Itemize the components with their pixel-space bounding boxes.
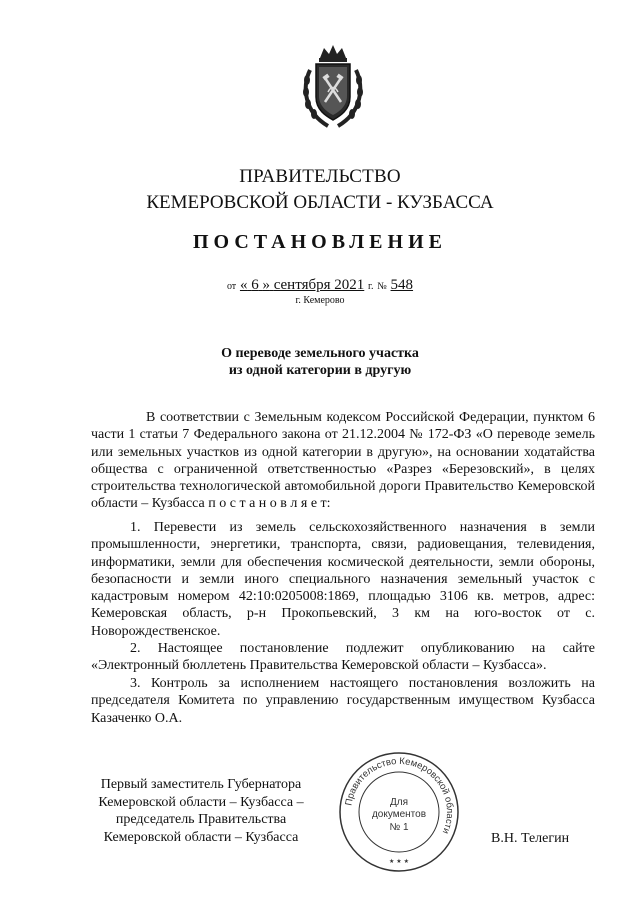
stamp-ring-text: Правительство Кемеровской области	[343, 755, 456, 836]
date-value	[240, 277, 364, 293]
preamble-paragraph: В соответствии с Земельным кодексом Российской Федерации, пунктом 6 части 1 статьи 7 Федерального закона от 21.12.2004 № 172-ФЗ «О переводе земель или земельных участков из одной категории в другую», на основании ходатайства общества с ограниченной ответственностью «Разрез «Березовский», в целях строительства технологической автомобильной дороги Правительство Кемеровской области – Кузбасса п о с т а н о в л я е т:	[91, 410, 595, 512]
signatory-line2: Кемеровской области – Кузбасса –	[98, 794, 304, 810]
date-day: 6	[251, 277, 259, 293]
document-title-line2: из одной категории в другую	[228, 363, 412, 378]
stamp-center-line1: Для	[389, 797, 409, 808]
document-type-title: ПОСТАНОВЛЕНИЕ	[193, 231, 447, 253]
date-month-year: сентября 2021	[273, 277, 365, 293]
government-name-line1: ПРАВИТЕЛЬСТВО	[239, 166, 401, 187]
signatory-position	[91, 776, 311, 846]
quote-open: «	[239, 277, 248, 293]
clause-2-paragraph: 2. Настоящее постановление подлежит опубликованию на сайте «Электронный бюллетень Правительства Кемеровской области – Кузбасса».	[91, 641, 595, 674]
document-title-line1: О переводе земельного участка	[221, 346, 419, 361]
number-sign: №	[377, 281, 387, 292]
year-suffix: г.	[368, 281, 374, 292]
signatory-line1: Первый заместитель Губернатора	[100, 777, 302, 792]
government-name-line2: КЕМЕРОВСКОЙ ОБЛАСТИ - КУЗБАССА	[146, 192, 494, 213]
date-prefix: от	[226, 281, 237, 292]
stamp-center-line2: документов	[371, 809, 427, 820]
clause-1-paragraph: 1. Перевести из земель сельскохозяйственного назначения в земли промышленности, энергетики, транспорта, связи, радиовещания, телевидения, информатики, земли для обеспечения космической деятельности, земли обороны, безопасности и земли иного специального назначения земельный участок с кадастровым номером 42:10:0205008:1869, площадью 3106 кв. метров, адрес: Кемеровская область, р-н Прокопьевский, 3 км на юго-восток от с. Новорождественское.	[91, 520, 595, 639]
signatory-line4: Кемеровской области – Кузбасса	[103, 829, 299, 845]
city-name: г. Кемерово	[295, 295, 345, 306]
document-number: 548	[390, 277, 414, 293]
stamp-stars: ★ ★ ★	[389, 858, 409, 865]
official-stamp	[337, 750, 461, 874]
signer-name: В.Н. Телегин	[491, 831, 570, 846]
stamp-center-line3: № 1	[389, 822, 409, 833]
coat-of-arms-icon	[298, 42, 368, 132]
date-number-line	[0, 277, 640, 294]
clause-3-paragraph: 3. Контроль за исполнением настоящего постановления возложить на председателя Комитета по управлению государственным имуществом Кузбасса Казаченко О.А.	[91, 676, 595, 726]
signatory-line3: председатель Правительства	[115, 812, 287, 827]
quote-close: »	[262, 277, 270, 293]
